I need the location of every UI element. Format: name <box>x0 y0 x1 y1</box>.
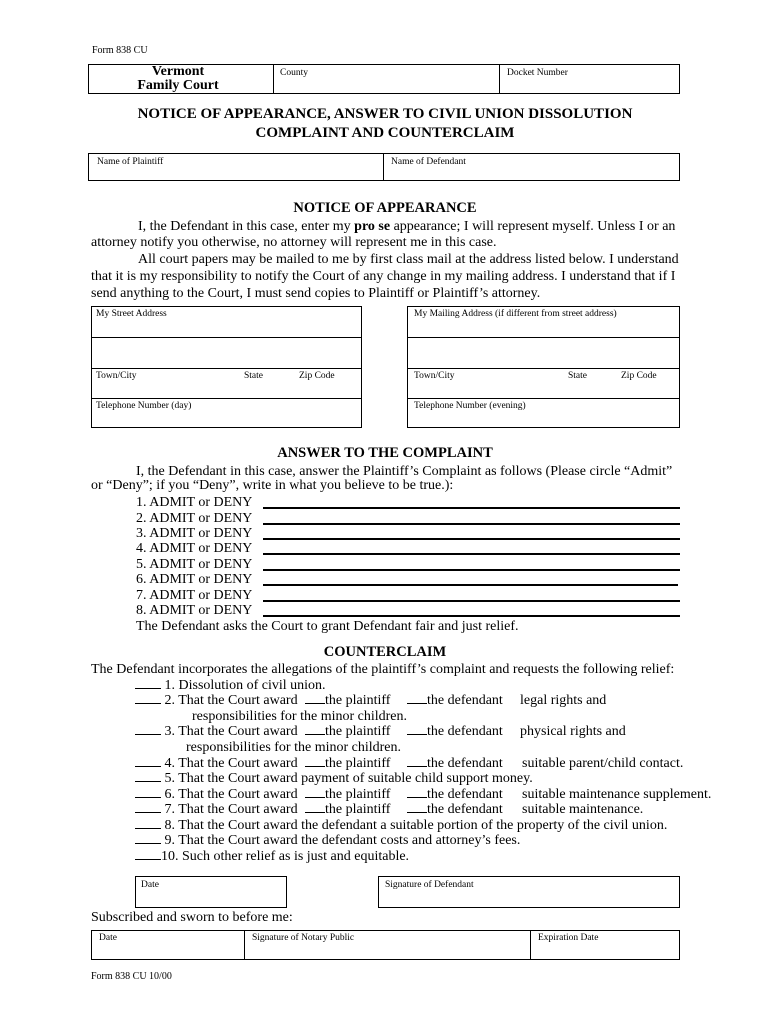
item-text: the defendant <box>427 693 503 708</box>
divider <box>408 398 679 399</box>
plaintiff-option <box>305 693 390 709</box>
check-blank[interactable] <box>407 766 427 767</box>
town-city-field[interactable]: Town/City <box>96 371 137 381</box>
check-blank[interactable] <box>135 703 161 704</box>
answer-item[interactable] <box>136 511 696 526</box>
court-header-box <box>88 64 680 94</box>
item-text: 10. Such other relief as is just and equitable. <box>161 849 410 864</box>
check-blank[interactable] <box>305 766 325 767</box>
divider <box>408 368 679 369</box>
counterclaim-item-10 <box>135 849 409 865</box>
check-blank[interactable] <box>135 688 161 689</box>
check-blank[interactable] <box>407 797 427 798</box>
parties-box <box>88 153 680 181</box>
form-title-line1: NOTICE OF APPEARANCE, ANSWER TO CIVIL UNION DISSOLUTION <box>137 106 633 122</box>
divider <box>273 65 274 93</box>
counterclaim-intro: The Defendant incorporates the allegations of the plaintiff’s complaint and requests the following relief: <box>91 662 675 677</box>
form-id-top: Form 838 CU <box>92 45 148 56</box>
defendant-option <box>407 787 503 803</box>
item-description: physical rights and <box>520 724 626 739</box>
date-field-box[interactable] <box>135 876 287 908</box>
check-blank[interactable] <box>135 734 161 735</box>
item-description: suitable maintenance supplement. <box>522 787 712 802</box>
mailing-address-block <box>407 306 680 428</box>
street-address-block <box>91 306 362 428</box>
street-address-field[interactable]: My Street Address <box>96 309 167 319</box>
counterclaim-item-4 <box>135 756 298 772</box>
defendant-signature-label: Signature of Defendant <box>385 880 474 890</box>
answer-label: 7. ADMIT or DENY <box>136 588 253 603</box>
answer-label: 5. ADMIT or DENY <box>136 557 253 572</box>
item-text: the plaintiff <box>325 802 391 817</box>
check-blank[interactable] <box>305 734 325 735</box>
notice-heading: NOTICE OF APPEARANCE <box>293 200 477 216</box>
check-blank[interactable] <box>305 812 325 813</box>
answer-blank[interactable] <box>263 584 678 586</box>
notice-paragraph-2-line2: that it is my responsibility to notify the Court of any change in my mailing address. I understand that if I <box>91 269 676 284</box>
mailing-address-field[interactable]: My Mailing Address (if different from street address) <box>414 309 617 319</box>
item-text: the plaintiff <box>325 724 391 739</box>
answer-item[interactable] <box>136 603 696 618</box>
counterclaim-item-3 <box>135 724 298 740</box>
answer-blank[interactable] <box>263 569 680 571</box>
answer-label: 3. ADMIT or DENY <box>136 526 253 541</box>
zip-code-field[interactable]: Zip Code <box>299 371 335 381</box>
check-blank[interactable] <box>407 703 427 704</box>
defendant-signature-box[interactable] <box>378 876 680 908</box>
court-name <box>89 65 267 93</box>
docket-number-field[interactable]: Docket Number <box>507 68 568 78</box>
sworn-statement: Subscribed and sworn to before me: <box>91 910 293 925</box>
counterclaim-item-9 <box>135 833 520 849</box>
item-text: the defendant <box>427 802 503 817</box>
item-text: 3. That the Court award <box>164 724 298 739</box>
item-text: 2. That the Court award <box>164 693 298 708</box>
mailing-zip-code-field[interactable]: Zip Code <box>621 371 657 381</box>
counterclaim-item-2 <box>135 693 298 709</box>
item-text: the defendant <box>427 787 503 802</box>
item-text: 1. Dissolution of civil union. <box>164 678 326 693</box>
notice-paragraph-2-line3: send anything to the Court, I must send copies to Plaintiff or Plaintiff’s attorney. <box>91 286 541 301</box>
notice-text: appearance; I will represent myself. Unless I or an <box>390 219 676 234</box>
plaintiff-option <box>305 787 390 803</box>
counterclaim-item-7 <box>135 802 298 818</box>
answer-item[interactable] <box>136 541 696 556</box>
item-description: legal rights and <box>520 693 607 708</box>
defendant-option <box>407 756 503 772</box>
defendant-name-field[interactable]: Name of Defendant <box>391 157 466 167</box>
form-title-line2: COMPLAINT AND COUNTERCLAIM <box>255 125 515 141</box>
check-blank[interactable] <box>305 703 325 704</box>
state-field[interactable]: State <box>244 371 263 381</box>
check-blank[interactable] <box>135 812 161 813</box>
form-id-bottom: Form 838 CU 10/00 <box>91 971 172 982</box>
divider <box>383 154 384 180</box>
notary-signature-field[interactable]: Signature of Notary Public <box>252 933 355 943</box>
county-field[interactable]: County <box>280 68 308 78</box>
counterclaim-item-1 <box>135 678 326 694</box>
divider <box>92 368 361 369</box>
check-blank[interactable] <box>305 797 325 798</box>
item-text: 5. That the Court award payment of suitable child support money. <box>164 771 533 786</box>
answer-label: 2. ADMIT or DENY <box>136 511 253 526</box>
answer-blank[interactable] <box>263 600 680 602</box>
divider <box>530 931 531 959</box>
court-state: Vermont <box>151 64 205 79</box>
notary-box <box>91 930 680 960</box>
date-label: Date <box>141 880 159 890</box>
answer-intro-line2: or “Deny”; if you “Deny”, write in what you believe to be true.): <box>91 478 454 493</box>
answer-heading: ANSWER TO THE COMPLAINT <box>277 445 493 461</box>
item-continuation: responsibilities for the minor children. <box>192 709 408 724</box>
answer-label: 4. ADMIT or DENY <box>136 541 253 556</box>
check-blank[interactable] <box>407 734 427 735</box>
answer-blank[interactable] <box>263 538 680 540</box>
answer-item[interactable] <box>136 526 696 541</box>
item-continuation: responsibilities for the minor children. <box>186 740 402 755</box>
counterclaim-item-8 <box>135 818 667 834</box>
answer-blank[interactable] <box>263 523 680 525</box>
item-text: 8. That the Court award the defendant a suitable portion of the property of the civil union. <box>164 818 668 833</box>
counterclaim-item-6 <box>135 787 298 803</box>
counterclaim-item-5 <box>135 771 533 787</box>
notice-paragraph-1 <box>138 219 675 235</box>
check-blank[interactable] <box>135 781 161 782</box>
answer-intro-line1: I, the Defendant in this case, answer the Plaintiff’s Complaint as follows (Please circle “Admit” <box>136 464 673 479</box>
check-blank[interactable] <box>135 859 161 860</box>
defendant-option <box>407 802 503 818</box>
telephone-evening-field[interactable]: Telephone Number (evening) <box>414 401 526 411</box>
answer-item[interactable] <box>136 588 696 603</box>
divider <box>92 398 361 399</box>
defendant-option <box>407 693 503 709</box>
item-text: the defendant <box>427 724 503 739</box>
answer-label: 6. ADMIT or DENY <box>136 572 253 587</box>
item-description: suitable parent/child contact. <box>522 756 684 771</box>
check-blank[interactable] <box>135 843 161 844</box>
mailing-town-city-field[interactable]: Town/City <box>414 371 455 381</box>
expiration-date-field[interactable]: Expiration Date <box>538 933 599 943</box>
notary-date-field[interactable]: Date <box>99 933 117 943</box>
notice-paragraph-2-line1: All court papers may be mailed to me by first class mail at the address listed below. I understand <box>138 252 679 267</box>
notice-text: I, the Defendant in this case, enter my <box>138 219 355 234</box>
divider <box>244 931 245 959</box>
answer-item[interactable] <box>136 495 696 510</box>
plaintiff-option <box>305 724 390 740</box>
answer-item[interactable] <box>136 572 696 587</box>
item-text: the plaintiff <box>325 787 391 802</box>
counterclaim-heading: COUNTERCLAIM <box>323 644 447 660</box>
check-blank[interactable] <box>407 812 427 813</box>
plaintiff-name-field[interactable]: Name of Plaintiff <box>97 157 164 167</box>
answer-blank[interactable] <box>263 507 680 509</box>
answer-label: 1. ADMIT or DENY <box>136 495 253 510</box>
divider <box>92 337 361 338</box>
mailing-state-field[interactable]: State <box>568 371 587 381</box>
answer-item[interactable] <box>136 557 696 572</box>
defendant-option <box>407 724 503 740</box>
plaintiff-option <box>305 802 390 818</box>
item-text: 9. That the Court award the defendant costs and attorney’s fees. <box>164 833 521 848</box>
item-text: the plaintiff <box>325 756 391 771</box>
check-blank[interactable] <box>135 766 161 767</box>
relief-statement: The Defendant asks the Court to grant Defendant fair and just relief. <box>136 619 519 634</box>
check-blank[interactable] <box>135 828 161 829</box>
item-text: the plaintiff <box>325 693 391 708</box>
court-type: Family Court <box>137 78 219 93</box>
item-text: the defendant <box>427 756 503 771</box>
plaintiff-option <box>305 756 390 772</box>
item-description: suitable maintenance. <box>522 802 644 817</box>
notice-paragraph-1-line2: attorney notify you otherwise, no attorney will represent me in this case. <box>91 235 497 250</box>
telephone-day-field[interactable]: Telephone Number (day) <box>96 401 192 411</box>
answer-label: 8. ADMIT or DENY <box>136 603 253 618</box>
answer-blank[interactable] <box>263 553 680 555</box>
check-blank[interactable] <box>135 797 161 798</box>
item-text: 6. That the Court award <box>164 787 298 802</box>
divider <box>408 337 679 338</box>
item-text: 7. That the Court award <box>164 802 298 817</box>
answer-blank[interactable] <box>263 615 680 617</box>
item-text: 4. That the Court award <box>164 756 298 771</box>
pro-se-term: pro se <box>354 219 391 234</box>
divider <box>499 65 500 93</box>
